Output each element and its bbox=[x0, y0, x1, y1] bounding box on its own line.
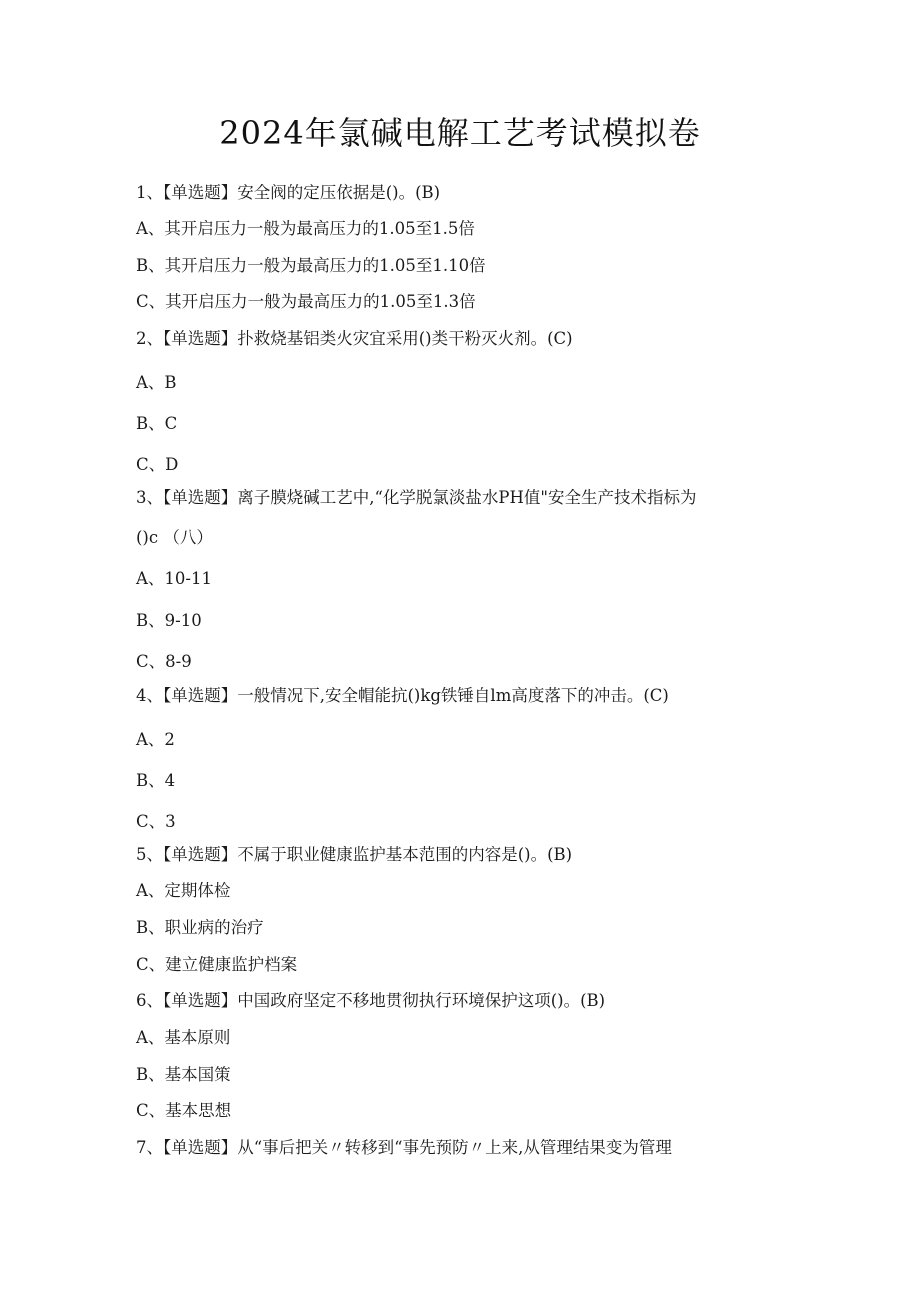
question-3: 3、【单选题】离子膜烧碱工艺中,“化学脱氯淡盐水PH值"安全生产技术指标为 bbox=[136, 488, 697, 507]
option-1a: A、其开启压力一般为最高压力的1.05至1.5倍 bbox=[136, 219, 475, 238]
question-4: 4、【单选题】一般情况下,安全帽能抗()kg铁锤自lm高度落下的冲击。(C) bbox=[136, 686, 669, 705]
option-1b: B、其开启压力一般为最高压力的1.05至1.10倍 bbox=[136, 256, 486, 275]
option-3b: B、9-10 bbox=[136, 611, 202, 630]
option-2a: A、B bbox=[136, 373, 177, 392]
option-6c: C、基本思想 bbox=[136, 1101, 232, 1120]
page-title: 2024年氯碱电解工艺考试模拟卷 bbox=[219, 114, 701, 152]
option-4c: C、3 bbox=[136, 812, 176, 831]
option-5c: C、建立健康监护档案 bbox=[136, 955, 298, 974]
question-7: 7、【单选题】从“事后把关〃转移到“事先预防〃上来,从管理结果变为管理 bbox=[136, 1138, 672, 1157]
option-4b: B、4 bbox=[136, 771, 176, 790]
question-2: 2、【单选题】扑救烧基铝类火灾宜采用()类干粉灭火剂。(C) bbox=[136, 329, 573, 348]
option-6b: B、基本国策 bbox=[136, 1065, 231, 1084]
option-2b: B、C bbox=[136, 414, 178, 433]
question-6: 6、【单选题】中国政府坚定不移地贯彻执行环境保护这项()。(B) bbox=[136, 991, 606, 1010]
option-5b: B、职业病的治疗 bbox=[136, 918, 264, 937]
option-3c: C、8-9 bbox=[136, 652, 192, 671]
option-4a: A、2 bbox=[136, 730, 175, 749]
option-1c: C、其开启压力一般为最高压力的1.05至1.3倍 bbox=[136, 292, 476, 311]
option-6a: A、基本原则 bbox=[136, 1028, 231, 1047]
option-5a: A、定期体检 bbox=[136, 881, 231, 900]
question-1: 1、【单选题】安全阀的定压依据是()。(B) bbox=[136, 183, 441, 202]
question-3-continued: ()c （八） bbox=[136, 528, 213, 547]
question-5: 5、【单选题】不属于职业健康监护基本范围的内容是()。(B) bbox=[136, 845, 573, 864]
option-3a: A、10-11 bbox=[136, 569, 212, 588]
option-2c: C、D bbox=[136, 455, 179, 474]
